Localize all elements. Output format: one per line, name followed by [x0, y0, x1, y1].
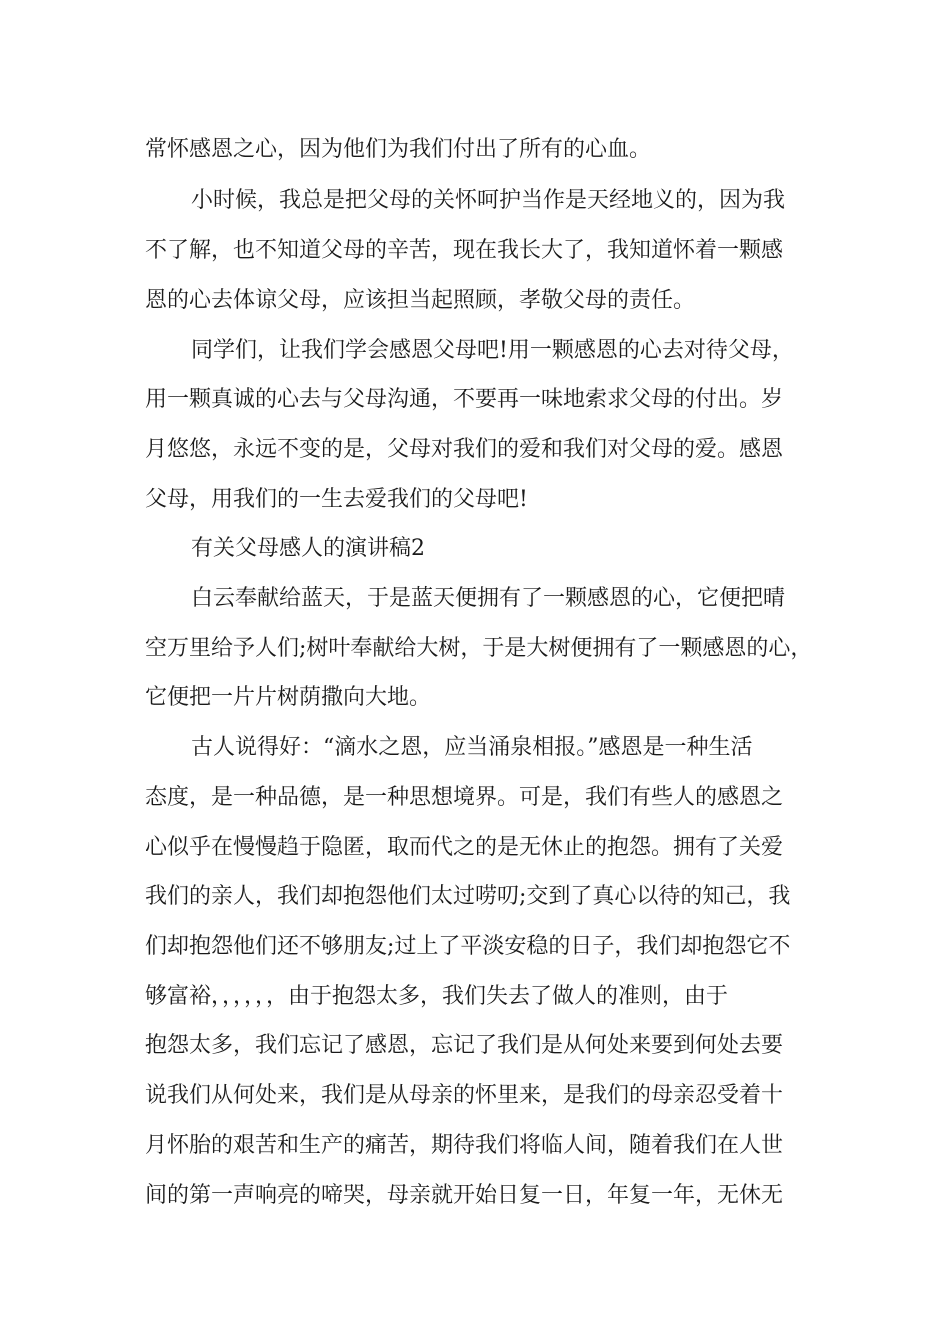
- text-line-15: 心似乎在慢慢趋于隐匿，取而代之的是无休止的抱怨。拥有了关爱: [145, 835, 784, 860]
- text-line-16: 我们的亲人，我们却抱怨他们太过唠叨;交到了真心以待的知己，我: [145, 884, 791, 909]
- text-line-18: 够富裕，，，，，，由于抱怨太多，我们失去了做人的准则，由于: [145, 984, 729, 1009]
- text-line-17: 们却抱怨他们还不够朋友;过上了平淡安稳的日子，我们却抱怨它不: [145, 934, 791, 959]
- text-line-6: 用一颗真诚的心去与父母沟通，不要再一味地索求父母的付出。岁: [145, 387, 784, 412]
- text-line-22: 间的第一声响亮的啼哭，母亲就开始日复一日，年复一年，无休无: [145, 1183, 784, 1208]
- text-line-8: 父母，用我们的一生去爱我们的父母吧!: [145, 487, 528, 512]
- text-line-3: 不了解，也不知道父母的辛苦，现在我长大了，我知道怀着一颗感: [145, 238, 784, 263]
- section-heading: 有关父母感人的演讲稿2: [191, 536, 425, 561]
- text-line-1: 常怀感恩之心，因为他们为我们付出了所有的心血。: [145, 137, 652, 162]
- text-line-19: 抱怨太多，我们忘记了感恩，忘记了我们是从何处来要到何处去要: [145, 1033, 784, 1058]
- text-line-10: 白云奉献给蓝天，于是蓝天便拥有了一颗感恩的心，它便把晴: [191, 586, 786, 611]
- text-line-5: 同学们，让我们学会感恩父母吧!用一颗感恩的心去对待父母，: [191, 338, 794, 363]
- text-line-20: 说我们从何处来，我们是从母亲的怀里来，是我们的母亲忍受着十: [145, 1083, 784, 1108]
- text-line-12: 它便把一片片树荫撒向大地。: [145, 685, 432, 710]
- text-line-7: 月悠悠，永远不变的是，父母对我们的爱和我们对父母的爱。感恩: [145, 437, 784, 462]
- text-line-4: 恩的心去体谅父母，应该担当起照顾，孝敬父母的责任。: [145, 288, 696, 313]
- text-line-13: 古人说得好：“滴水之恩，应当涌泉相报。”感恩是一种生活: [191, 735, 753, 760]
- text-line-2: 小时候，我总是把父母的关怀呵护当作是天经地义的，因为我: [191, 188, 786, 213]
- text-line-11: 空万里给予人们;树叶奉献给大树，于是大树便拥有了一颗感恩的心，: [145, 636, 813, 661]
- text-line-14: 态度，是一种品德，是一种思想境界。可是，我们有些人的感恩之: [145, 785, 784, 810]
- text-line-21: 月怀胎的艰苦和生产的痛苦，期待我们将临人间，随着我们在人世: [145, 1133, 784, 1158]
